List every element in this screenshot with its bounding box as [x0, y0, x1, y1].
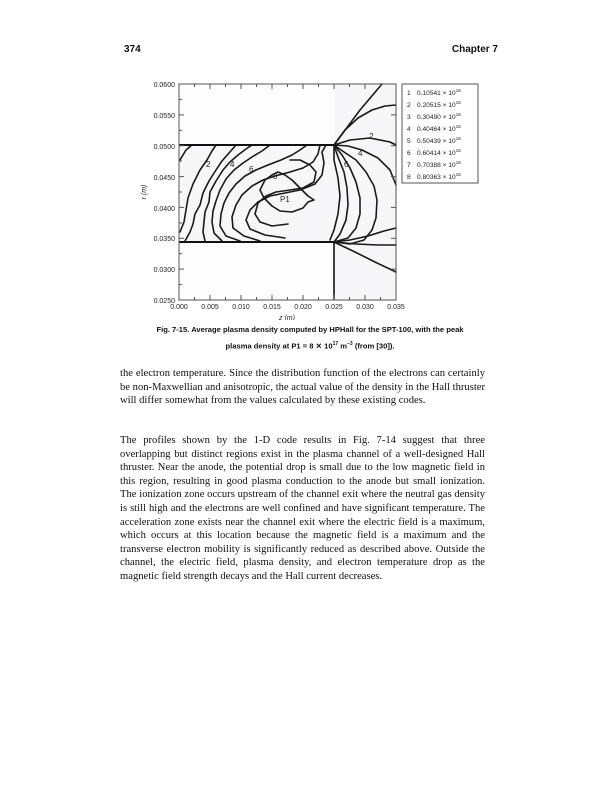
y-tick: 0.0500	[153, 144, 175, 151]
contour-figure	[0, 0, 612, 360]
svg-text:20.20515 × 1018: 2 $0.20515 \times 10^{18}$	[407, 100, 461, 109]
contour-label: 6	[344, 160, 349, 169]
x-tick-labels	[170, 304, 405, 311]
p1-annotation: P1	[280, 195, 290, 204]
y-axis-label: r (m)	[141, 184, 148, 200]
y-tick: 0.0400	[153, 206, 175, 213]
x-tick: 0.010	[232, 304, 250, 311]
page-number: 374	[124, 44, 141, 55]
body-paragraph-2: The profiles shown by the 1-D code results in Fig. 7-14 suggest that three overlapping but distinct regions exist in the plasma channel of a well-designed Hall thruster. Near the anode, the potential drop is small due to the low magnetic field in this region, resulting in good plasma conduction to the anode but small ionization. The ionization zone occurs upstream of the channel exit where the neutral gas density is still high and the electrons are well confined and have significant temperature. The acceleration zone exists near the channel exit where the electric field is a maximum, which occurs at this location because the magnetic field is a maximum and the transverse electron mobility is significantly reduced as described above. Outside the channel, the electric field, plasma density, and electron temperature drop as the magnetic field strength decays and the Hall current decreases.	[120, 435, 485, 582]
x-tick: 0.020	[294, 304, 312, 311]
svg-text:80.80363 × 1018: 8 $0.80363 \times 10^{18}$	[407, 172, 461, 181]
legend	[402, 84, 478, 183]
svg-text:70.70388 × 1018: 7 $0.70388 \times 10^{18}$	[407, 160, 461, 169]
contour-label: 8	[273, 172, 278, 181]
x-tick: 0.030	[356, 304, 374, 311]
y-tick: 0.0550	[153, 113, 175, 120]
y-tick-labels	[154, 82, 176, 305]
x-tick: 0.025	[325, 304, 343, 311]
caption-line-2: plasma density at P1 = 8 ✕ $10^{17}$ $m^{-3}$ (from [30]).	[225, 341, 395, 351]
x-tick: 0.005	[201, 304, 219, 311]
x-axis-label: z (m)	[279, 315, 295, 320]
y-tick: 0.0350	[153, 236, 175, 243]
outer-wall-region	[179, 84, 334, 145]
contour-label: 2	[206, 160, 211, 169]
contour-label: 4	[358, 149, 363, 158]
y-tick: 0.0600	[153, 82, 175, 89]
contour-label: 4	[230, 160, 235, 169]
chapter-title: Chapter 7	[451, 44, 498, 55]
contour-plot	[0, 0, 612, 320]
x-tick: 0.035	[387, 304, 405, 311]
caption-line-1: Fig. 7-15. Average plasma density computed by HPHall for the SPT-100, with the peak	[156, 325, 464, 334]
x-tick: 0.015	[263, 304, 281, 311]
svg-text:30.30490 × 1018: 3 $0.30490 \times 10^{18}$	[407, 112, 461, 121]
body-paragraph-1: the electron temperature. Since the distribution function of the electrons can certainly be non-Maxwellian and anisotropic, the actual value of the density in the Hall thruster will differ somewhat from the values calculated by these existing codes.	[120, 368, 485, 407]
y-tick: 0.0300	[153, 267, 175, 274]
svg-text:60.60414 × 1018: 6 $0.60414 \times 10^{18}$	[407, 148, 461, 157]
figure-caption	[120, 323, 500, 354]
inner-wall-region	[179, 242, 334, 300]
contour-label: 2	[369, 132, 374, 141]
contour-label: 6	[249, 165, 254, 174]
y-tick: 0.0450	[153, 175, 175, 182]
y-tick: 0.0250	[153, 298, 175, 305]
svg-text:40.40464 × 1018: 4 $0.40464 \times 10^{18}$	[407, 124, 461, 133]
x-tick: 0.000	[170, 304, 188, 311]
svg-text:50.50439 × 1018: 5 $0.50439 \times 10^{18}$	[407, 136, 461, 145]
svg-text:10.10541 × 1018: 1 $0.10541 \times 10^{18}$	[407, 88, 461, 97]
